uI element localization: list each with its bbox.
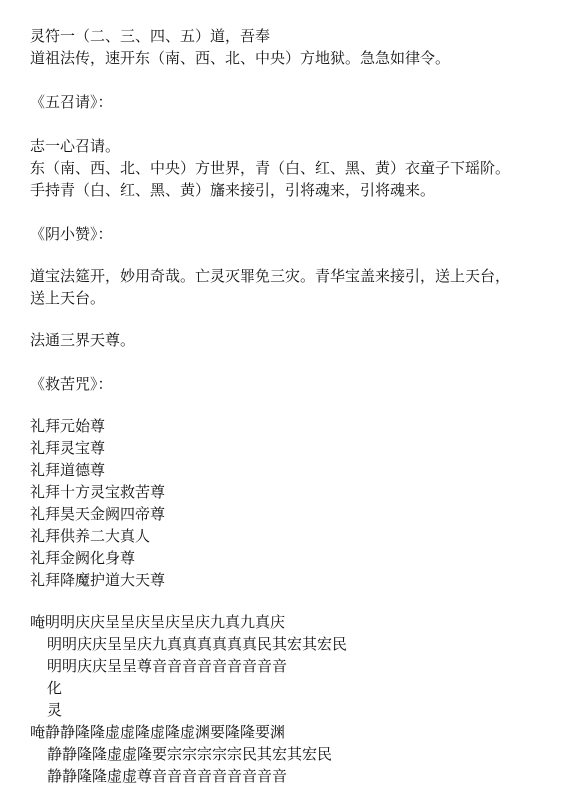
text-line: 志一心召请。 [30,137,121,155]
text-line: 明明庆庆呈呈尊音音音音音音音音音 [47,657,288,675]
text-line: 法通三界天尊。 [30,331,136,349]
text-line: 灵符一（二、三、四、五）道，吾奉 [30,27,271,45]
list-item: 礼拜金阙化身尊 [30,549,136,567]
text-line: 明明庆庆呈呈庆九真真真真真真民其宏其宏民 [47,635,348,653]
text-line: 静静隆隆虚虚尊音音音音音音音音音 [47,767,288,785]
list-item: 礼拜昊天金阙四帝尊 [30,505,166,523]
text-line: 唵明明庆庆呈呈庆呈庆呈庆九真九真庆 [30,613,286,631]
text-line: 手持青（白、红、黑、黄）旛来接引，引将魂来，引将魂来。 [30,181,436,199]
text-line: 东（南、西、北、中央）方世界，青（白、红、黑、黄）衣童子下瑶阶。 [30,159,511,177]
list-item: 礼拜道德尊 [30,461,106,479]
section-heading: 《阴小赞》： [30,225,113,243]
list-item: 礼拜十方灵宝救苦尊 [30,483,166,501]
list-item: 礼拜灵宝尊 [30,439,106,457]
section-heading: 《五召请》： [30,93,113,111]
list-item: 礼拜降魔护道大天尊 [30,571,166,589]
text-line: 道宝法筵开，妙用奇哉。亡灵灭罪免三灾。青华宝盖来接引，送上天台， [30,267,511,285]
text-line: 化 [47,679,63,697]
text-line: 静静隆隆虚虚隆要宗宗宗宗宗民其宏其宏民 [47,745,333,763]
list-item: 礼拜元始尊 [30,417,106,435]
text-line: 唵静静隆隆虚虚隆虚隆虚渊要隆隆要渊 [30,723,286,741]
text-line: 送上天台。 [30,289,106,307]
text-line: 灵 [47,701,63,719]
section-heading: 《救苦咒》： [30,375,113,393]
text-line: 道祖法传，速开东（南、西、北、中央）方地狱。急急如律令。 [30,49,451,67]
list-item: 礼拜供养二大真人 [30,527,151,545]
